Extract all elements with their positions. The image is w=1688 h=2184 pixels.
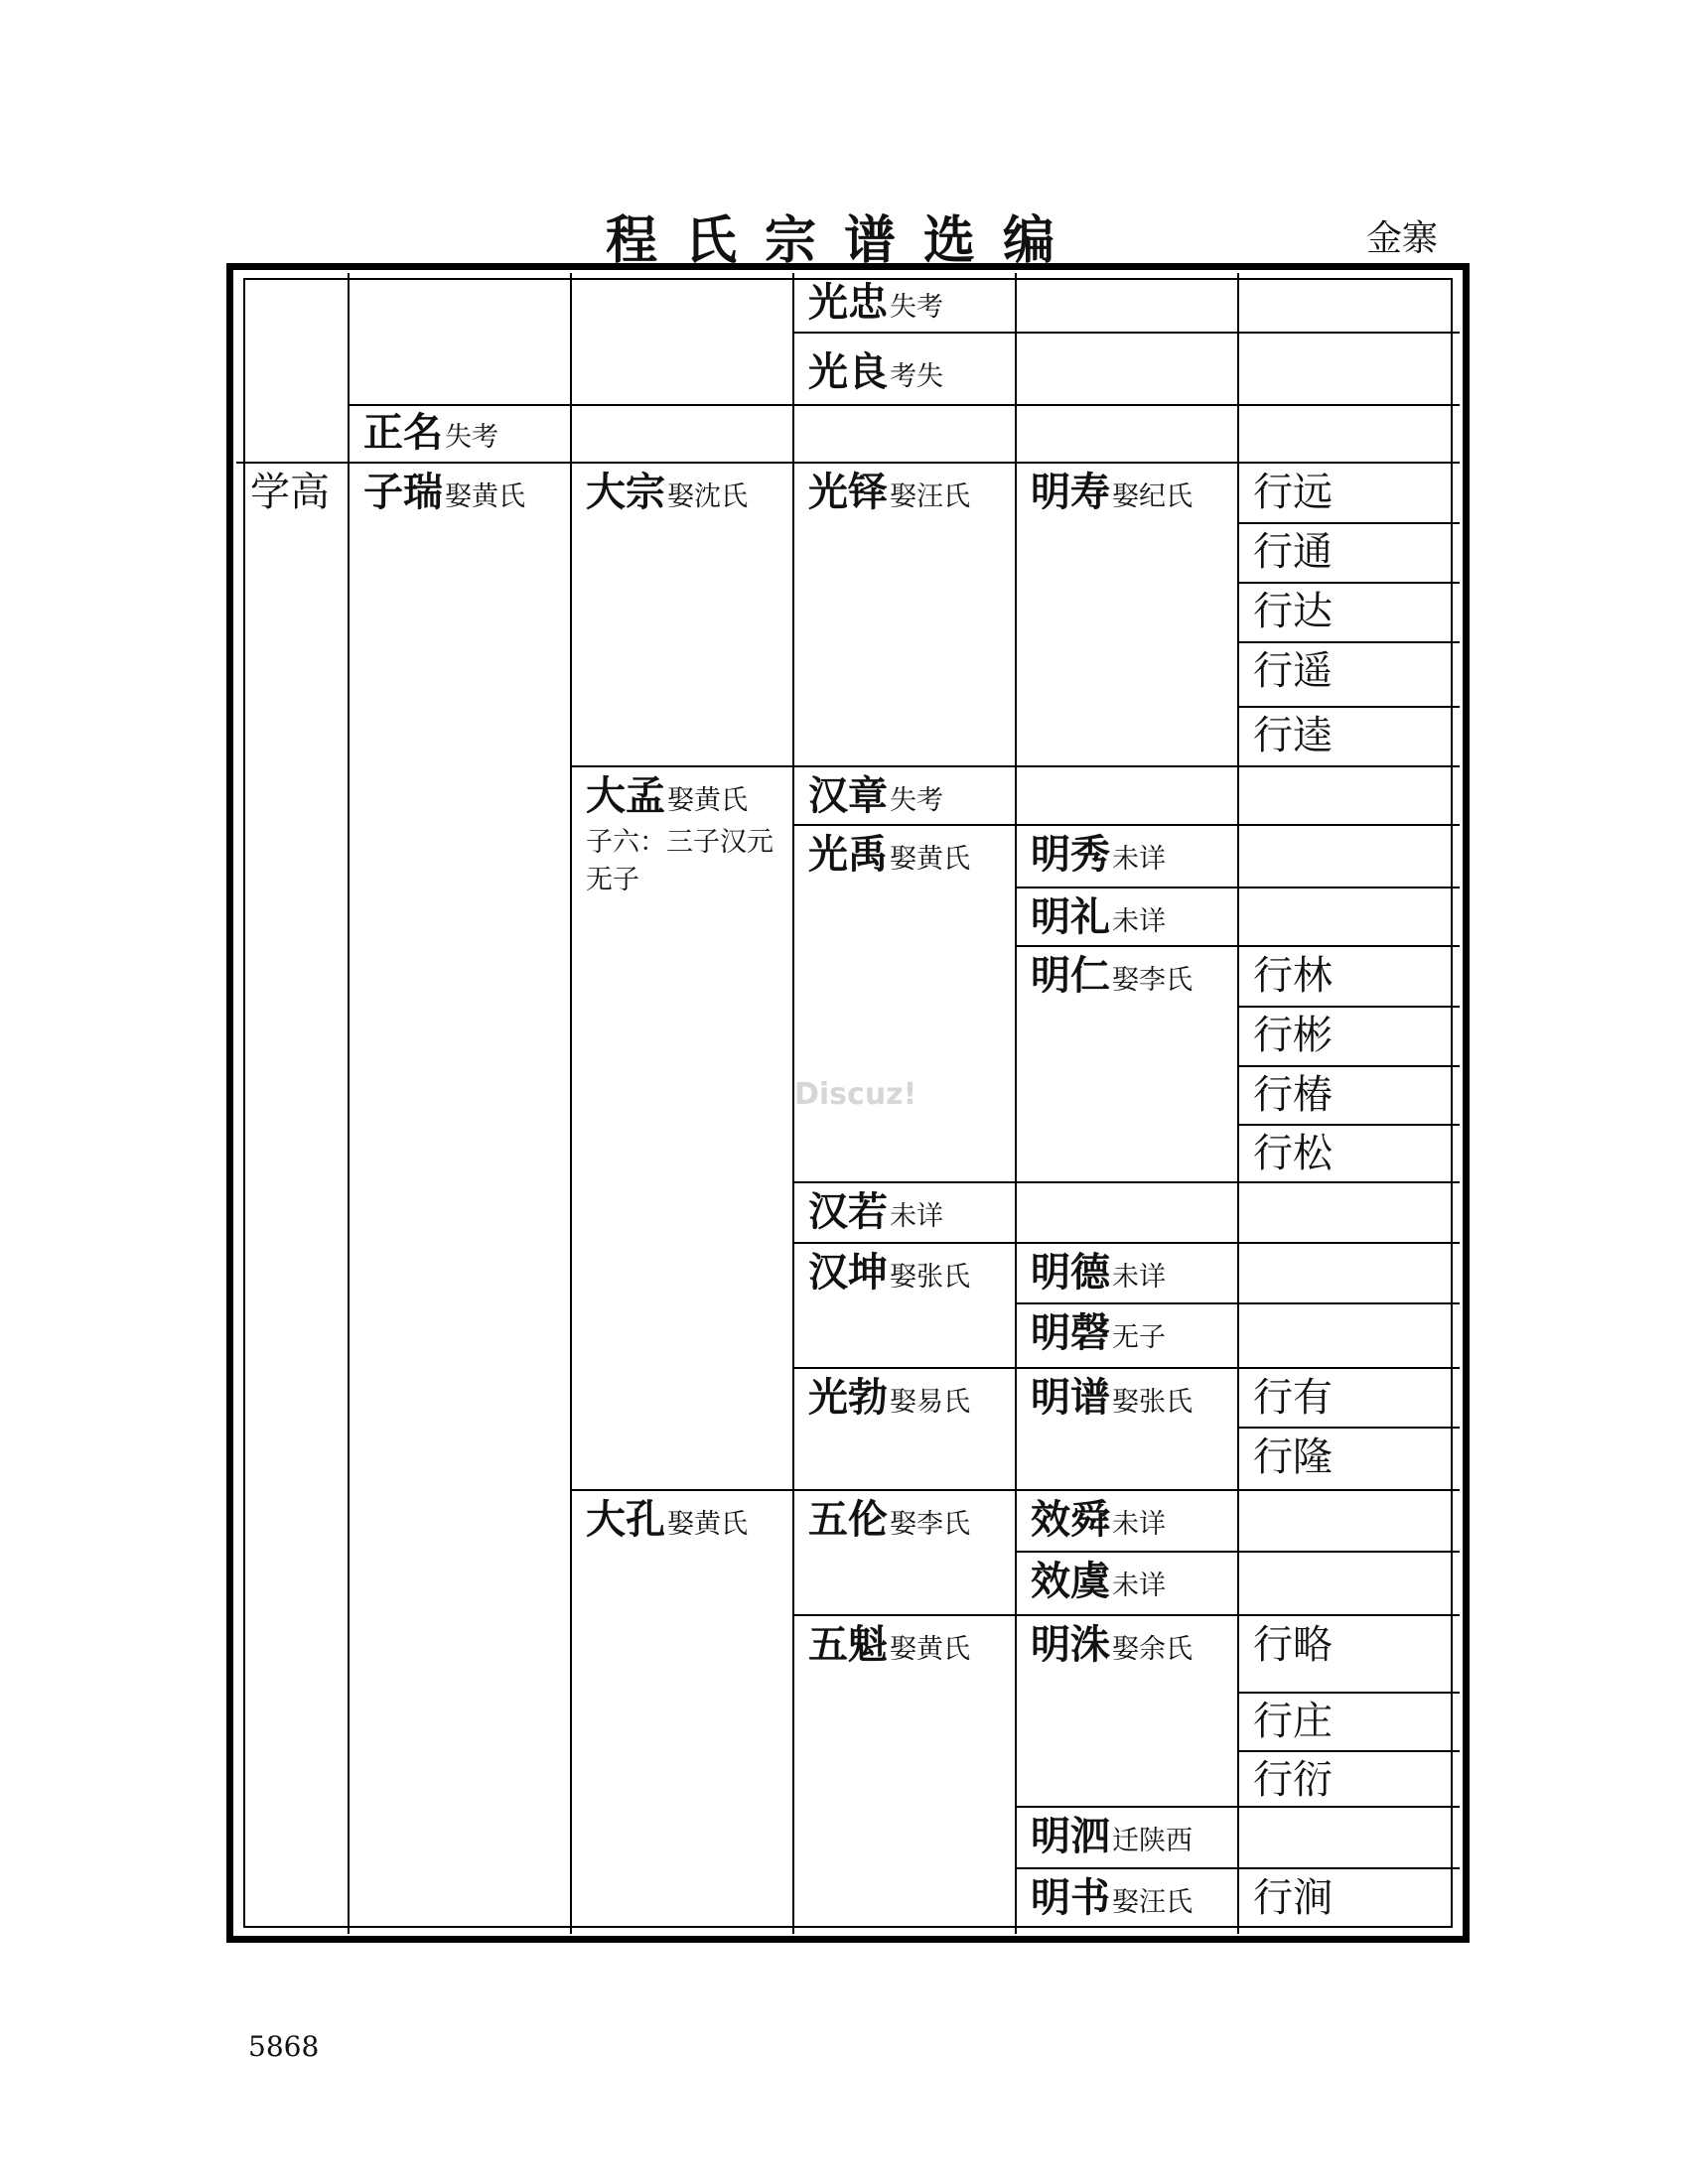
- gen2-entry: 正名失考: [363, 410, 498, 456]
- row-divider: [792, 1367, 1460, 1369]
- row-divider: [1015, 1551, 1460, 1553]
- column-divider: [570, 273, 572, 1934]
- gen4-entry: 光禹娶黄氏: [808, 832, 970, 878]
- gen4-entry: 汉若未详: [808, 1189, 943, 1235]
- gen5-entry: 明秀未详: [1031, 832, 1166, 878]
- gen6-entry: 行松: [1253, 1131, 1333, 1176]
- row-divider: [1015, 887, 1460, 888]
- gen6-entry: 行略: [1253, 1622, 1333, 1668]
- gen6-entry: 行隆: [1253, 1434, 1333, 1480]
- row-divider: [1237, 1692, 1460, 1694]
- column-divider: [1015, 273, 1017, 1934]
- row-divider: [1015, 1867, 1460, 1869]
- gen6-entry: 行林: [1253, 953, 1333, 999]
- row-divider: [1237, 706, 1460, 708]
- gen4-entry: 光忠失考: [808, 280, 943, 326]
- gen5-entry: 明寿娶纪氏: [1031, 470, 1193, 515]
- gen4-entry: 五伦娶李氏: [808, 1497, 970, 1543]
- gen4-entry: 光勃娶易氏: [808, 1375, 970, 1421]
- gen5-entry: 明洙娶余氏: [1031, 1622, 1193, 1668]
- row-divider: [792, 1614, 1460, 1616]
- row-divider: [1237, 1065, 1460, 1067]
- row-divider: [792, 1242, 1460, 1244]
- gen2-entry: 子瑞娶黄氏: [363, 470, 525, 515]
- row-divider: [1237, 1427, 1460, 1429]
- gen5-entry: 明书娶汪氏: [1031, 1875, 1193, 1921]
- gen6-entry: 行彬: [1253, 1013, 1333, 1058]
- gen6-entry: 行远: [1253, 470, 1333, 515]
- watermark: Discuz!: [794, 1077, 917, 1112]
- gen6-entry: 行庄: [1253, 1699, 1333, 1744]
- row-divider: [570, 1489, 1460, 1491]
- gen3-entry: 大孔娶黄氏: [586, 1497, 748, 1543]
- gen6-entry: 行衍: [1253, 1757, 1333, 1803]
- page-number: 5868: [248, 2030, 320, 2063]
- gen5-entry: 明礼未详: [1031, 894, 1166, 940]
- row-divider: [1237, 582, 1460, 584]
- row-divider: [1237, 1006, 1460, 1008]
- gen4-entry: 光良考失: [808, 349, 943, 395]
- row-divider: [792, 824, 1460, 826]
- gen5-entry: 明仁娶李氏: [1031, 953, 1193, 999]
- row-divider: [1237, 522, 1460, 524]
- gen5-entry: 明德未详: [1031, 1250, 1166, 1296]
- column-divider: [348, 273, 350, 1934]
- gen6-entry: 行有: [1253, 1375, 1333, 1421]
- gen5-entry: 明磬无子: [1031, 1310, 1166, 1356]
- row-divider: [236, 462, 1460, 464]
- row-divider: [1237, 641, 1460, 643]
- gen6-entry: 行椿: [1253, 1072, 1333, 1118]
- row-divider: [1015, 1302, 1460, 1304]
- row-divider: [792, 332, 1460, 334]
- region-label: 金寨: [1366, 218, 1439, 259]
- gen5-entry: 效舜未详: [1031, 1497, 1166, 1543]
- gen6-entry: 行达: [1253, 589, 1333, 634]
- gen5-entry: 效虞未详: [1031, 1559, 1166, 1604]
- gen3-entry: 大孟娶黄氏: [586, 773, 748, 819]
- row-divider: [1015, 1806, 1460, 1808]
- gen6-entry: 行通: [1253, 529, 1333, 575]
- gen4-entry: 五魁娶黄氏: [808, 1622, 970, 1668]
- gen6-entry: 行涧: [1253, 1875, 1333, 1921]
- gen4-entry: 汉章失考: [808, 773, 943, 819]
- gen5-entry: 明泗迁陕西: [1031, 1814, 1193, 1859]
- row-divider: [1015, 945, 1460, 947]
- gen4-entry: 光铎娶汪氏: [808, 470, 970, 515]
- row-divider: [792, 1181, 1460, 1183]
- page-title: 程氏宗谱选编: [605, 210, 1082, 271]
- gen3-entry: 大宗娶沈氏: [586, 470, 748, 515]
- row-divider: [348, 404, 1460, 406]
- gen4-entry: 汉坤娶张氏: [808, 1250, 970, 1296]
- row-divider: [1237, 1124, 1460, 1126]
- gen5-entry: 明谱娶张氏: [1031, 1375, 1193, 1421]
- row-divider: [570, 765, 1460, 767]
- row-divider: [1237, 1750, 1460, 1752]
- gen6-entry: 行遥: [1253, 648, 1333, 694]
- gen6-entry: 行逵: [1253, 713, 1333, 758]
- gen3-annotation: 子六：三子汉元无子: [586, 827, 774, 895]
- gen1-ancestor: 学高: [250, 470, 330, 515]
